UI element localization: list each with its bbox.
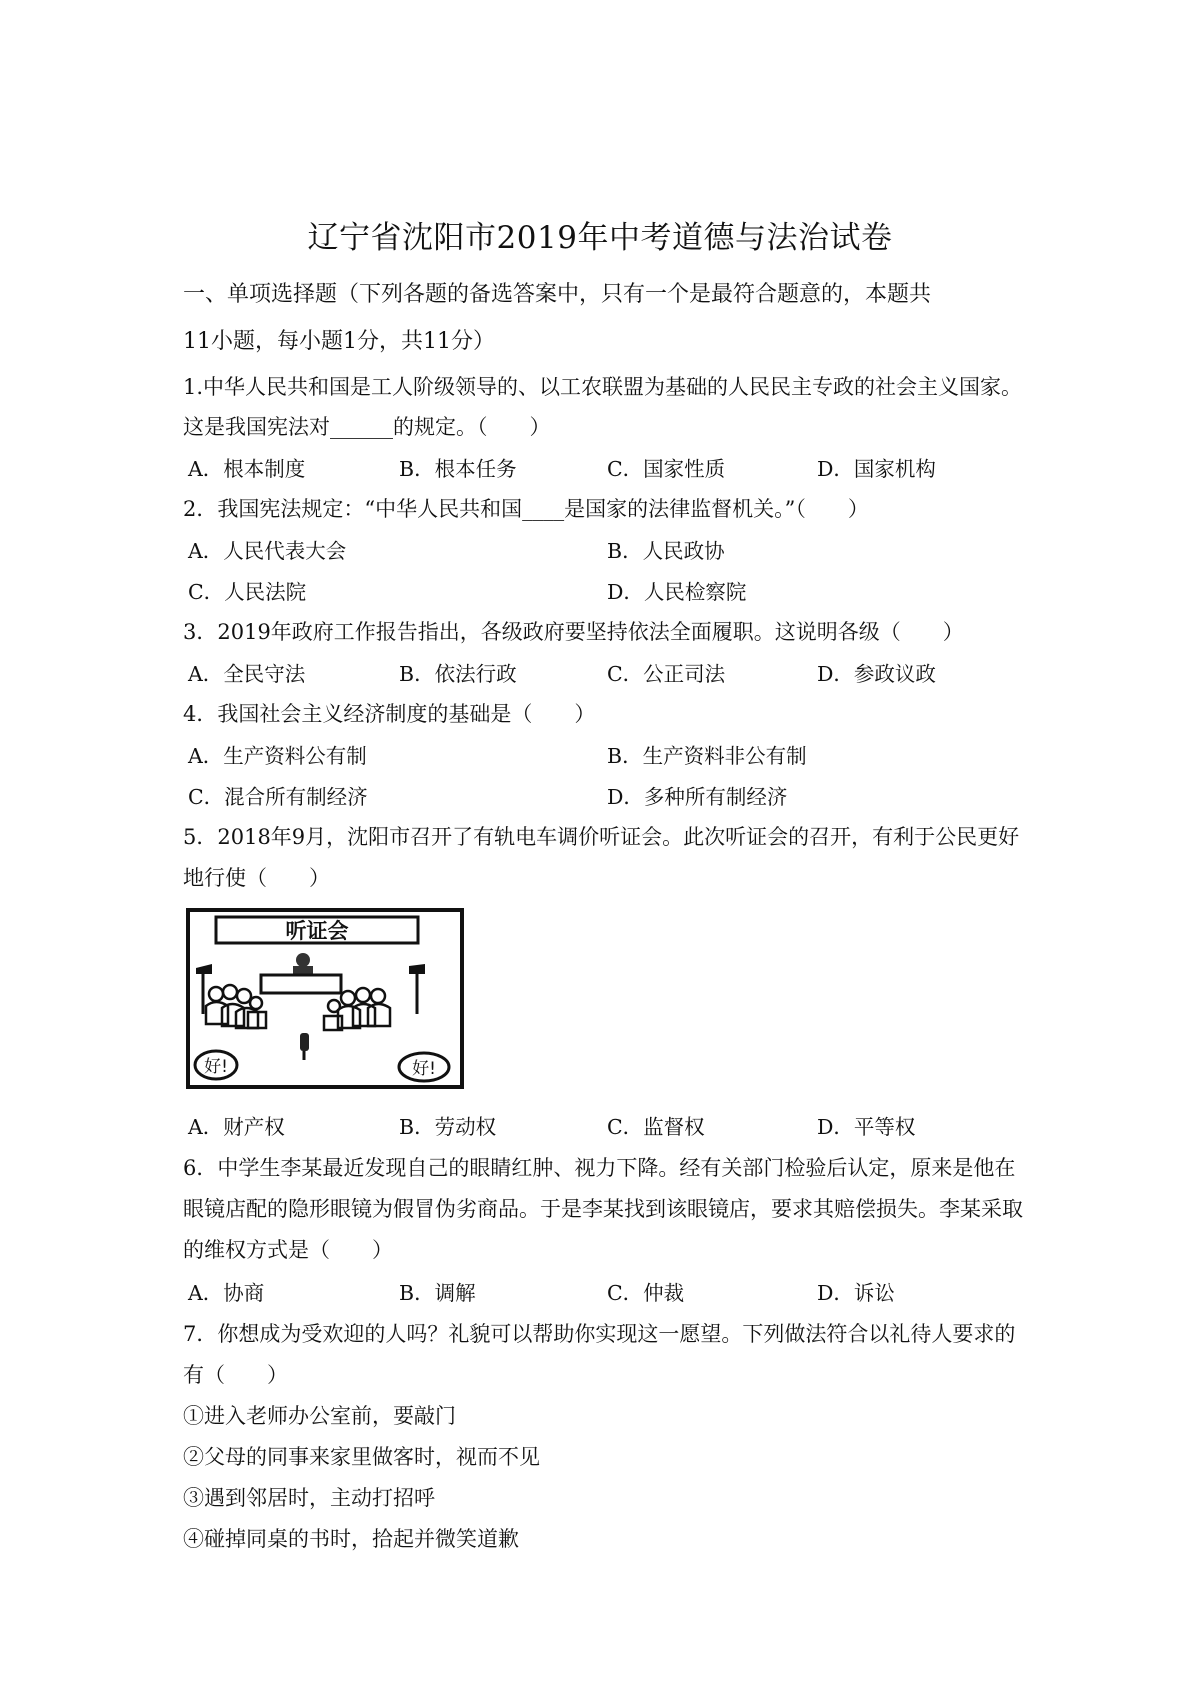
right-speech-bubble-text: 好!: [412, 1059, 436, 1079]
q3-stem: 3．2019年政府工作报告指出，各级政府要坚持依法全面履职。这说明各级（ ）: [183, 620, 964, 644]
q1-option-b: B．根本任务: [399, 457, 517, 481]
hearing-banner-text: 听证会: [285, 919, 349, 943]
q6-stem-line-1: 6．中学生李某最近发现自己的眼睛红肿、视力下降。经有关部门检验后认定，原来是他在: [183, 1156, 1016, 1180]
q1-option-d: D．国家机构: [817, 457, 936, 481]
q7-stem-line-1: 7．你想成为受欢迎的人吗？礼貌可以帮助你实现这一愿望。下列做法符合以礼待人要求的: [183, 1322, 1016, 1346]
q5-option-a: A．财产权: [188, 1115, 285, 1139]
q3-option-c: C．公正司法: [607, 662, 726, 686]
q2-option-d: D．人民检察院: [607, 580, 747, 604]
q2-option-c: C．人民法院: [188, 580, 307, 604]
q2-option-a: A．人民代表大会: [188, 539, 347, 563]
q5-stem-line-2: 地行使（ ）: [183, 866, 330, 890]
hearing-illustration: [186, 908, 464, 1089]
section-heading-line-2: 11小题，每小题1分，共11分）: [183, 329, 495, 354]
q7-item-2: ②父母的同事来家里做客时，视而不见: [183, 1445, 540, 1469]
q1-stem-line-2: 这是我国宪法对______的规定。（ ）: [183, 415, 551, 439]
exam-title: 辽宁省沈阳市2019年中考道德与法治试卷: [307, 220, 893, 256]
q7-stem-line-2: 有（ ）: [183, 1363, 288, 1387]
q6-option-c: C．仲裁: [607, 1281, 685, 1305]
q6-option-d: D．诉讼: [817, 1281, 895, 1305]
q6-stem-line-2: 眼镜店配的隐形眼镜为假冒伪劣商品。于是李某找到该眼镜店，要求其赔偿损失。李某采取: [183, 1197, 1023, 1221]
section-heading-line-1: 一、单项选择题（下列各题的备选答案中，只有一个是最符合题意的，本题共: [183, 282, 932, 307]
q3-option-d: D．参政议政: [817, 662, 936, 686]
q2-option-b: B．人民政协: [607, 539, 725, 563]
q5-stem-line-1: 5．2018年9月，沈阳市召开了有轨电车调价听证会。此次听证会的召开，有利于公民更好: [183, 825, 1020, 849]
chair-person-head: [296, 953, 310, 967]
q6-option-a: A．协商: [188, 1281, 265, 1305]
q1-option-c: C．国家性质: [607, 457, 726, 481]
q3-option-b: B．依法行政: [399, 662, 517, 686]
q7-item-3: ③遇到邻居时，主动打招呼: [183, 1486, 435, 1510]
q2-stem: 2．我国宪法规定：“中华人民共和国____是国家的法律监督机关。”（ ）: [183, 497, 869, 521]
q6-option-b: B．调解: [399, 1281, 476, 1305]
q5-option-d: D．平等权: [817, 1115, 916, 1139]
q7-item-1: ①进入老师办公室前，要敲门: [183, 1404, 456, 1428]
microphone-icon: [300, 1033, 309, 1051]
q7-item-4: ④碰掉同桌的书时，拾起并微笑道歉: [183, 1527, 519, 1551]
q6-stem-line-3: 的维权方式是（ ）: [183, 1238, 393, 1262]
q4-stem: 4．我国社会主义经济制度的基础是（ ）: [183, 702, 596, 726]
q5-option-c: C．监督权: [607, 1115, 705, 1139]
q3-option-a: A．全民守法: [188, 662, 306, 686]
q1-stem-line-1: 1.中华人民共和国是工人阶级领导的、以工农联盟为基础的人民民主专政的社会主义国家。: [183, 375, 1023, 399]
q4-option-c: C．混合所有制经济: [188, 785, 368, 809]
q4-option-d: D．多种所有制经济: [607, 785, 788, 809]
q4-option-a: A．生产资料公有制: [188, 744, 367, 768]
q4-option-b: B．生产资料非公有制: [607, 744, 807, 768]
left-speech-bubble-text: 好!: [204, 1057, 228, 1077]
chair-desk: [261, 975, 341, 993]
q5-option-b: B．劳动权: [399, 1115, 497, 1139]
q1-option-a: A．根本制度: [188, 457, 306, 481]
